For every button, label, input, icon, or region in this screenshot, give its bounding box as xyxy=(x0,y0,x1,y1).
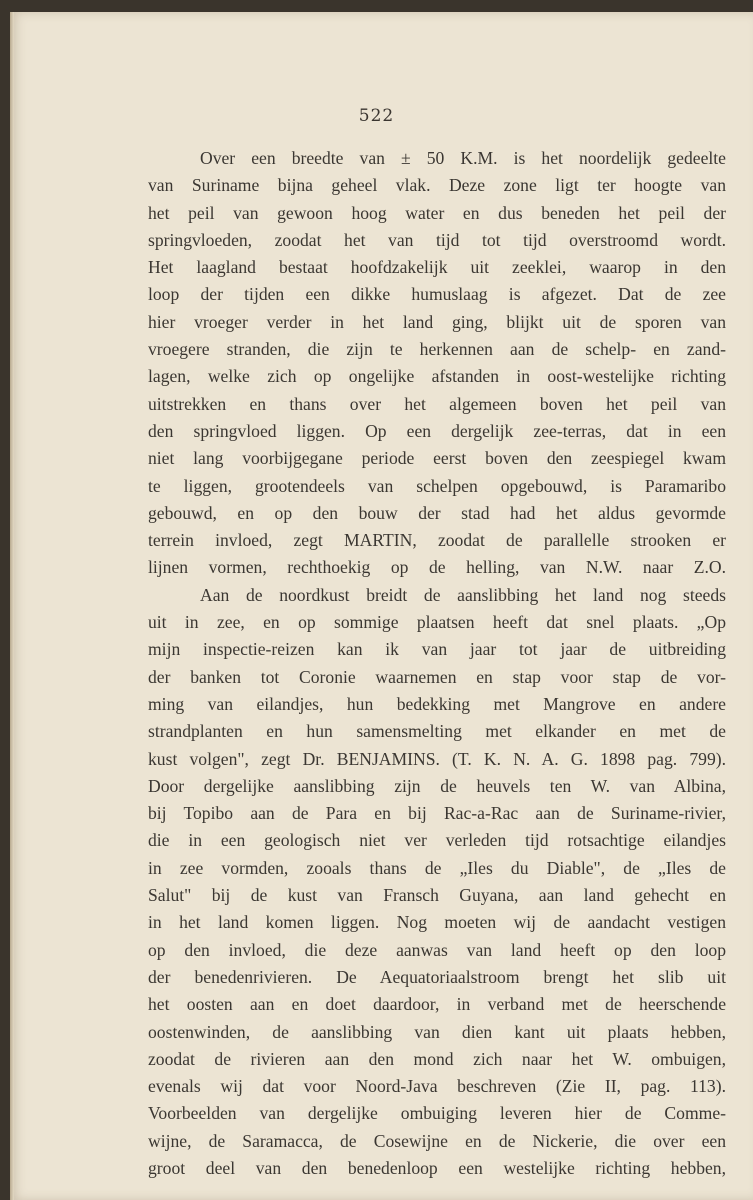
text-line: uitstrekken en thans over het algemeen boven het peil van xyxy=(148,393,726,414)
text-line: Het laagland bestaat hoofdzakelijk uit zeeklei, waarop in den xyxy=(148,257,726,278)
text-line: van Suriname bijna geheel vlak. Deze zone ligt ter hoogte van xyxy=(148,175,726,196)
text-line: terrein invloed, zegt MARTIN, zoodat de parallelle strooken er xyxy=(148,530,726,551)
text-line: bij Topibo aan de Para en bij Rac-a-Rac aan de Suriname-rivier, xyxy=(148,803,726,824)
text-line: hier vroeger verder in het land ging, blijkt uit de sporen van xyxy=(148,311,726,332)
text-line: in zee vormden, zooals thans de „Iles du Diable", de „Iles de xyxy=(148,857,726,878)
text-line: zoodat de rivieren aan den mond zich naar het W. ombuigen, xyxy=(148,1048,726,1069)
text-line: op den invloed, die deze aanwas van land heeft op den loop xyxy=(148,939,726,960)
text-line: groot deel van den benedenloop een westelijke richting hebben, xyxy=(148,1157,726,1178)
text-line: Over een breedte van ± 50 K.M. is het noordelijk gedeelte xyxy=(200,148,726,168)
text-line: Salut" bij de kust van Fransch Guyana, aan land gehecht en xyxy=(148,885,726,906)
text-line: die in een geologisch niet ver verleden tijd rotsachtige eilandjes xyxy=(148,830,726,851)
text-line: evenals wij dat voor Noord-Java beschreven (Zie II, pag. 113). xyxy=(148,1076,726,1097)
text-line: vroegere stranden, die zijn te herkennen aan de schelp- en zand- xyxy=(148,339,726,360)
text-line: het peil van gewoon hoog water en dus beneden het peil der xyxy=(148,202,726,223)
text-line: den springvloed liggen. Op een dergelijk zee-terras, dat in een xyxy=(148,420,726,441)
text-line: oostenwinden, de aanslibbing van dien kant uit plaats hebben, xyxy=(148,1021,726,1042)
text-line: te liggen, grootendeels van schelpen opgebouwd, is Paramaribo xyxy=(148,475,726,496)
text-line: loop der tijden een dikke humuslaag is afgezet. Dat de zee xyxy=(148,284,726,305)
text-line: het oosten aan en doet daardoor, in verband met de heerschende xyxy=(148,994,726,1015)
text-line: niet lang voorbijgegane periode eerst boven den zeespiegel kwam xyxy=(148,448,726,469)
page-number: 522 xyxy=(358,106,395,126)
text-line: gebouwd, en op den bouw der stad had het aldus gevormde xyxy=(148,502,726,523)
paragraph xyxy=(148,582,726,1183)
text-line: lagen, welke zich op ongelijke afstanden in oost-westelijke richting xyxy=(148,366,726,387)
text-line: in het land komen liggen. Nog moeten wij de aandacht vestigen xyxy=(148,912,726,933)
text-line: Voorbeelden van dergelijke ombuiging leveren hier de Comme- xyxy=(148,1103,726,1124)
text-line: kust volgen", zegt Dr. BENJAMINS. (T. K. N. A. G. 1898 pag. 799). xyxy=(148,748,726,769)
text-line: springvloeden, zoodat het van tijd tot tijd overstroomd wordt. xyxy=(148,229,726,250)
text-line: der benedenrivieren. De Aequatoriaalstroom brengt het slib uit xyxy=(148,966,726,987)
text-line: wijne, de Saramacca, de Cosewijne en de Nickerie, die over een xyxy=(148,1130,726,1151)
text-line: strandplanten en hun samensmelting met elkander en met de xyxy=(148,721,726,742)
text-line: mijn inspectie-reizen kan ik van jaar tot jaar de uitbreiding xyxy=(148,639,726,660)
text-line: Aan de noordkust breidt de aanslibbing het land nog steeds xyxy=(200,584,726,605)
text-line: Door dergelijke aanslibbing zijn de heuvels ten W. van Albina, xyxy=(148,775,726,796)
paragraph xyxy=(148,145,726,582)
body-text xyxy=(148,145,726,1182)
text-line: lijnen vormen, rechthoekig op de helling, van N.W. naar Z.O. xyxy=(148,557,726,578)
text-line: uit in zee, en op sommige plaatsen heeft dat snel plaats. „Op xyxy=(148,612,726,633)
text-line: ming van eilandjes, hun bedekking met Mangrove en andere xyxy=(148,693,726,714)
page-gutter-edge xyxy=(10,12,14,1200)
text-line: der banken tot Coronie waarnemen en stap voor stap de vor- xyxy=(148,666,726,687)
